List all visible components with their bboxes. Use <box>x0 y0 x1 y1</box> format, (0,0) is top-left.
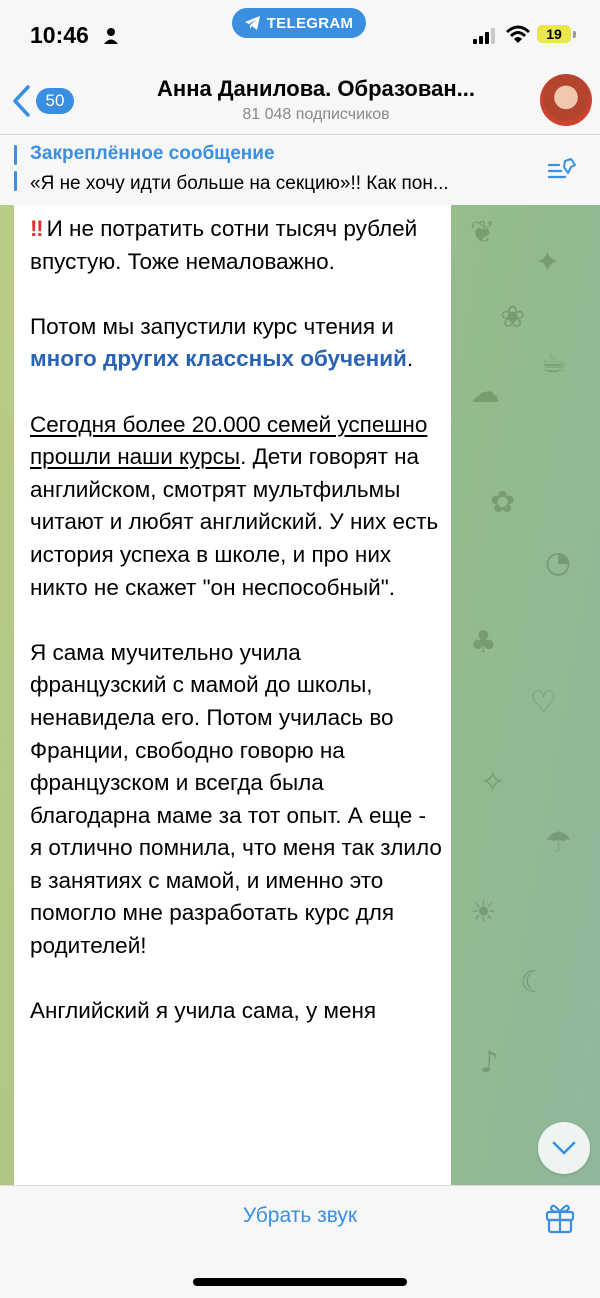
pinned-message-bar[interactable] <box>0 134 600 207</box>
cloud-doodle-icon: ☁ <box>470 375 500 410</box>
message-bubble[interactable] <box>14 205 451 1185</box>
person-icon <box>103 27 119 45</box>
bone-doodle-icon: ✧ <box>480 765 506 800</box>
pizza-doodle-icon: ✿ <box>490 485 516 520</box>
pinned-indicator <box>14 171 17 191</box>
message-paragraph: ‼ И не потратить сотни тысяч рублей впустую. Тоже немаловажно. <box>30 216 418 274</box>
message-paragraph: Сегодня более 20.000 семей успешно прошли наши курсы. Дети говорят на английском, смотрят мультфильмы читают и любят английский. У них есть история успеха в школе, и про них никто не скажет "он неспособный". <box>30 411 439 600</box>
chevron-down-icon <box>551 1140 577 1156</box>
back-chevron-icon[interactable] <box>10 84 32 118</box>
underlined-text: Сегодня более 20.000 семей успешно прошли наши курсы <box>30 411 428 470</box>
home-indicator[interactable] <box>193 1278 407 1286</box>
cup-doodle-icon: ☕ <box>540 345 567 380</box>
chat-header <box>0 68 600 134</box>
star-doodle-icon: ✦ <box>535 245 561 280</box>
back-unread-badge[interactable]: 50 <box>36 88 74 114</box>
battery-indicator: 19 <box>537 25 571 43</box>
pinned-indicator <box>14 145 17 165</box>
pin-list-icon[interactable] <box>547 157 577 183</box>
status-time: 10:46 <box>30 22 89 48</box>
pinned-title: Закреплённое сообщение <box>30 143 275 164</box>
ball-doodle-icon: ◔ <box>545 545 572 580</box>
scroll-down-button[interactable] <box>538 1122 590 1174</box>
telegram-pill[interactable] <box>232 8 366 38</box>
leaf-doodle-icon: ❦ <box>470 215 496 250</box>
gift-icon[interactable] <box>543 1200 577 1234</box>
wifi-icon <box>505 24 531 44</box>
message-paragraph: Потом мы запустили курс чтения и много других классных обучений. <box>30 313 414 372</box>
fish-doodle-icon: ❀ <box>500 300 526 335</box>
heart-doodle-icon: ♡ <box>530 685 557 720</box>
moon-doodle-icon: ☾ <box>520 965 547 1000</box>
umbrella-doodle-icon: ☀ <box>470 895 497 930</box>
tree-doodle-icon: ♣ <box>470 625 497 660</box>
double-exclamation-icon: ‼ <box>30 216 41 241</box>
music-doodle-icon: ♪ <box>480 1045 500 1080</box>
mute-button[interactable]: Убрать звук <box>242 1204 358 1227</box>
battery-tip <box>573 31 576 38</box>
telegram-pill-label: TELEGRAM <box>266 14 354 32</box>
chat-title[interactable]: Анна Данилова. Образован... <box>157 76 475 101</box>
pinned-text: «Я не хочу идти больше на секцию»!! Как пон... <box>30 173 449 194</box>
bottom-bar <box>0 1185 600 1298</box>
signal-icon <box>473 28 497 44</box>
channel-avatar[interactable] <box>540 74 592 126</box>
message-paragraph: Я сама мучительно учила французский с мамой до школы, ненавидела его. Потом училась во Франции, свободно говорю на французском и всегда была благодарна маме за тот опыт. А еще - я отлично помнила, что меня так злило в занятиях с мамой, и именно это помогло мне разработать курс для родителей! <box>30 639 442 959</box>
telegram-plane-icon <box>245 16 261 30</box>
message-paragraph: Английский я учила сама, у меня <box>30 998 377 1024</box>
courses-link[interactable]: много других классных обучений <box>30 346 407 372</box>
jellyfish-doodle-icon: ☂ <box>545 825 572 860</box>
status-bar <box>0 0 600 68</box>
chat-subtitle: 81 048 подписчиков <box>242 106 390 123</box>
message-text <box>30 213 442 1060</box>
